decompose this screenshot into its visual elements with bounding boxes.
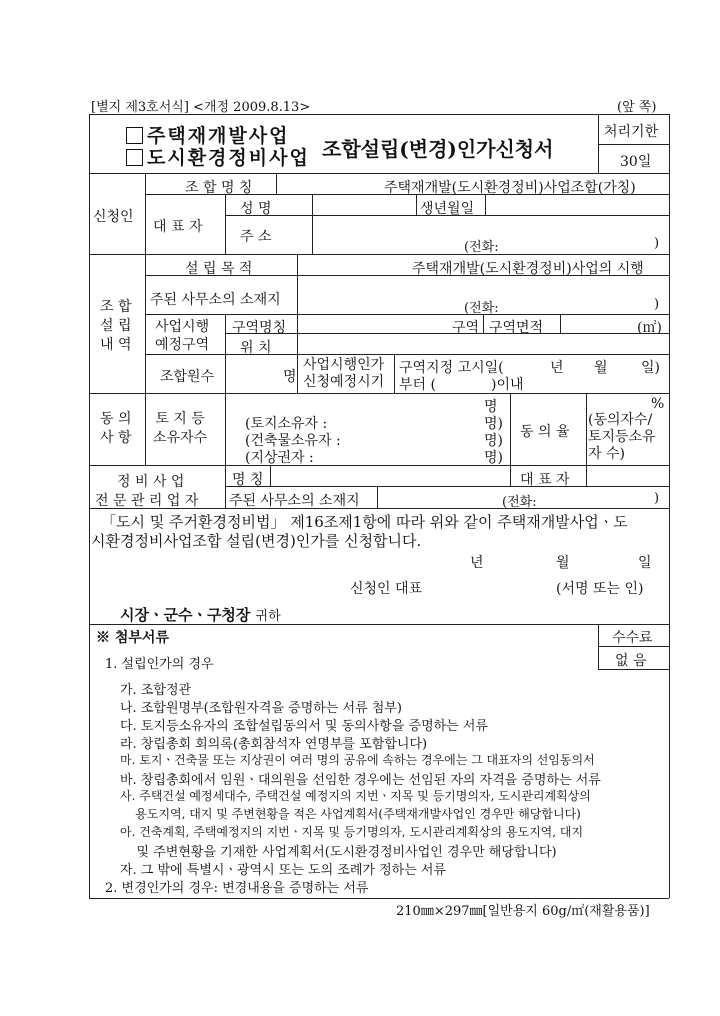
owners-count-label: 토 지 등 소유자수 bbox=[153, 411, 208, 446]
statement-line2: 시환경정비사업조합 설립(변경)인가를 신청합니다. bbox=[91, 532, 422, 550]
statement-line1: 「도시 및 주거환경정비법」 제16조제1항에 따라 위와 같이 주택재개발사업ㆍ도 bbox=[101, 513, 628, 531]
land-owner-unit: 명) bbox=[484, 416, 503, 432]
statement-month: 월 bbox=[556, 555, 570, 571]
manager-name-label: 명 칭 bbox=[232, 472, 264, 488]
area-unit: (㎡) bbox=[637, 320, 662, 336]
purpose-label: 설 립 목 적 bbox=[185, 261, 253, 277]
checkbox-urban-renewal[interactable] bbox=[126, 149, 143, 166]
surface-owner-unit: 명) bbox=[484, 450, 503, 466]
designation-day: 일) bbox=[641, 360, 660, 376]
manager-phone-end: ) bbox=[654, 491, 660, 506]
page-side-label: (앞 쪽) bbox=[617, 100, 657, 115]
recipient: 시장ㆍ군수ㆍ구청장 귀하 bbox=[120, 606, 281, 624]
zone-label: 구역 bbox=[452, 320, 480, 336]
attachment-item: 나. 조합원명부(조합원자격을 증명하는 서류 첨부) bbox=[120, 701, 402, 716]
union-name-label: 조 합 명 칭 bbox=[185, 180, 253, 196]
percent-sign: % bbox=[651, 396, 665, 412]
union-section-label: 조 합 설 립 내 역 bbox=[100, 299, 132, 353]
checkbox-redevelopment[interactable] bbox=[126, 127, 143, 144]
manager-rep-label: 대 표 자 bbox=[520, 472, 570, 488]
manager-label-line2: 전 문 관 리 업 자 bbox=[95, 493, 199, 509]
applicant-phone-end: ) bbox=[654, 236, 660, 251]
attachment-item: 다. 토지등소유자의 조합설립동의서 및 동의사항을 증명하는 서류 bbox=[120, 719, 488, 734]
land-owner-label: (토지소유자 : bbox=[245, 416, 328, 432]
form-title: 조합설립(변경)인가신청서 bbox=[322, 137, 554, 161]
members-unit: 명 bbox=[283, 369, 297, 385]
union-name-value[interactable]: 주택재개발(도시환경정비)사업조합(가칭) bbox=[384, 180, 636, 196]
applicant-phone: (전화: bbox=[464, 240, 499, 255]
case2-heading: 2. 변경인가의 경우: 변경내용을 증명하는 서류 bbox=[105, 881, 369, 896]
total-person-unit: 명 bbox=[484, 399, 498, 415]
location-label: 위 치 bbox=[240, 340, 272, 356]
consent-rate-label: 동 의 율 bbox=[520, 424, 570, 440]
surface-owner-label: (지상권자 : bbox=[245, 450, 314, 466]
manager-label-line1: 정 비 사 업 bbox=[117, 474, 185, 490]
from-label: 부터 ( bbox=[399, 377, 436, 393]
designation-year: 년 bbox=[550, 360, 564, 376]
attachments-title: ※ 첨부서류 bbox=[96, 630, 169, 646]
paper-spec: 210㎜×297㎜[일반용지 60g/㎡(재활용품)] bbox=[396, 904, 650, 919]
attachment-item: 라. 창립총회 회의록(총회참석자 연명부를 포함합니다) bbox=[120, 737, 428, 752]
purpose-value[interactable]: 주택재개발(도시환경정비)사업의 시행 bbox=[412, 261, 644, 277]
deadline-value: 30일 bbox=[620, 154, 652, 170]
attachment-item: 자. 그 밖에 특별시ㆍ광역시 또는 도의 조례가 정하는 서류 bbox=[120, 863, 447, 878]
zone-area-label: 구역면적 bbox=[489, 320, 544, 336]
manager-phone: (전화: bbox=[502, 495, 537, 510]
statement-year: 년 bbox=[470, 555, 484, 571]
option-urban-renewal[interactable]: 도시환경정비사업 bbox=[126, 143, 310, 170]
attachment-item: 바. 창립총회에서 임원ㆍ대의원을 선임한 경우에는 선임된 자의 자격을 증명하는 서류 bbox=[120, 773, 601, 788]
case1-heading: 1. 설립인가의 경우 bbox=[105, 657, 214, 672]
attachment-item: 마. 토지ㆍ건축물 또는 지상권이 여러 명의 공유에 속하는 경우에는 그 대표자의 선임동의서 bbox=[120, 753, 595, 767]
statement-day: 일 bbox=[638, 555, 652, 571]
form-reference: [별지 제3호서식] <개정 2009.8.13> bbox=[91, 100, 311, 115]
deadline-label: 처리기한 bbox=[604, 124, 659, 140]
name-label: 성 명 bbox=[240, 201, 272, 217]
birthdate-label: 생년월일 bbox=[420, 201, 475, 217]
attachment-item: 아. 건축계획, 주택예정지의 지번ㆍ지목 및 등기명의자, 도시관리계획상의 용도지역, 대지 bbox=[120, 825, 584, 839]
designation-date-label: 구역지정 고시일( bbox=[399, 360, 504, 376]
option-redevelopment[interactable]: 주택재개발사업 bbox=[126, 121, 289, 148]
attachment-item: 사. 주택건설 예정세대수, 주택건설 예정지의 지번ㆍ지목 및 등기명의자, 도시관리계획상의 bbox=[120, 789, 591, 803]
fee-value: 없 음 bbox=[615, 653, 647, 669]
area-group-label: 사업시행 예정구역 bbox=[155, 319, 210, 353]
designation-month: 월 bbox=[594, 360, 608, 376]
representative-label: 대 표 자 bbox=[153, 219, 203, 235]
manager-office-label: 주된 사무소의 소재지 bbox=[229, 493, 360, 509]
signature-label[interactable]: (서명 또는 인) bbox=[556, 581, 644, 597]
address-label: 주 소 bbox=[240, 229, 272, 245]
applicant-rep-label: 신청인 대표 bbox=[350, 581, 423, 597]
building-owner-label: (건축물소유자 : bbox=[245, 433, 341, 449]
office-label: 주된 사무소의 소재지 bbox=[150, 292, 281, 308]
fee-label: 수수료 bbox=[612, 630, 653, 646]
consent-rate-description: (동의자수/ 토지등소유 자 수) bbox=[588, 412, 656, 462]
union-phone-end: ) bbox=[654, 297, 660, 312]
applicant-section-label: 신청인 bbox=[93, 209, 134, 225]
building-owner-unit: 명) bbox=[484, 433, 503, 449]
zone-name-label: 구역명칭 bbox=[232, 320, 287, 336]
consent-section-label: 동 의 사 항 bbox=[100, 411, 132, 446]
attachment-item: 및 주변현황을 기재한 사업계획서(도시환경정비사업인 경우만 해당합니다) bbox=[120, 845, 557, 860]
within-label: )이내 bbox=[491, 377, 524, 393]
attachment-item: 용도지역, 대지 및 주변현황을 적은 사업계획서(주택재개발사업인 경우만 해당합니다) bbox=[120, 807, 581, 821]
planned-time-label: 사업시행인가 신청예정시기 bbox=[303, 357, 385, 390]
members-label: 조합원수 bbox=[160, 369, 215, 385]
union-phone: (전화: bbox=[464, 301, 499, 316]
attachment-item: 가. 조합정관 bbox=[120, 683, 192, 698]
